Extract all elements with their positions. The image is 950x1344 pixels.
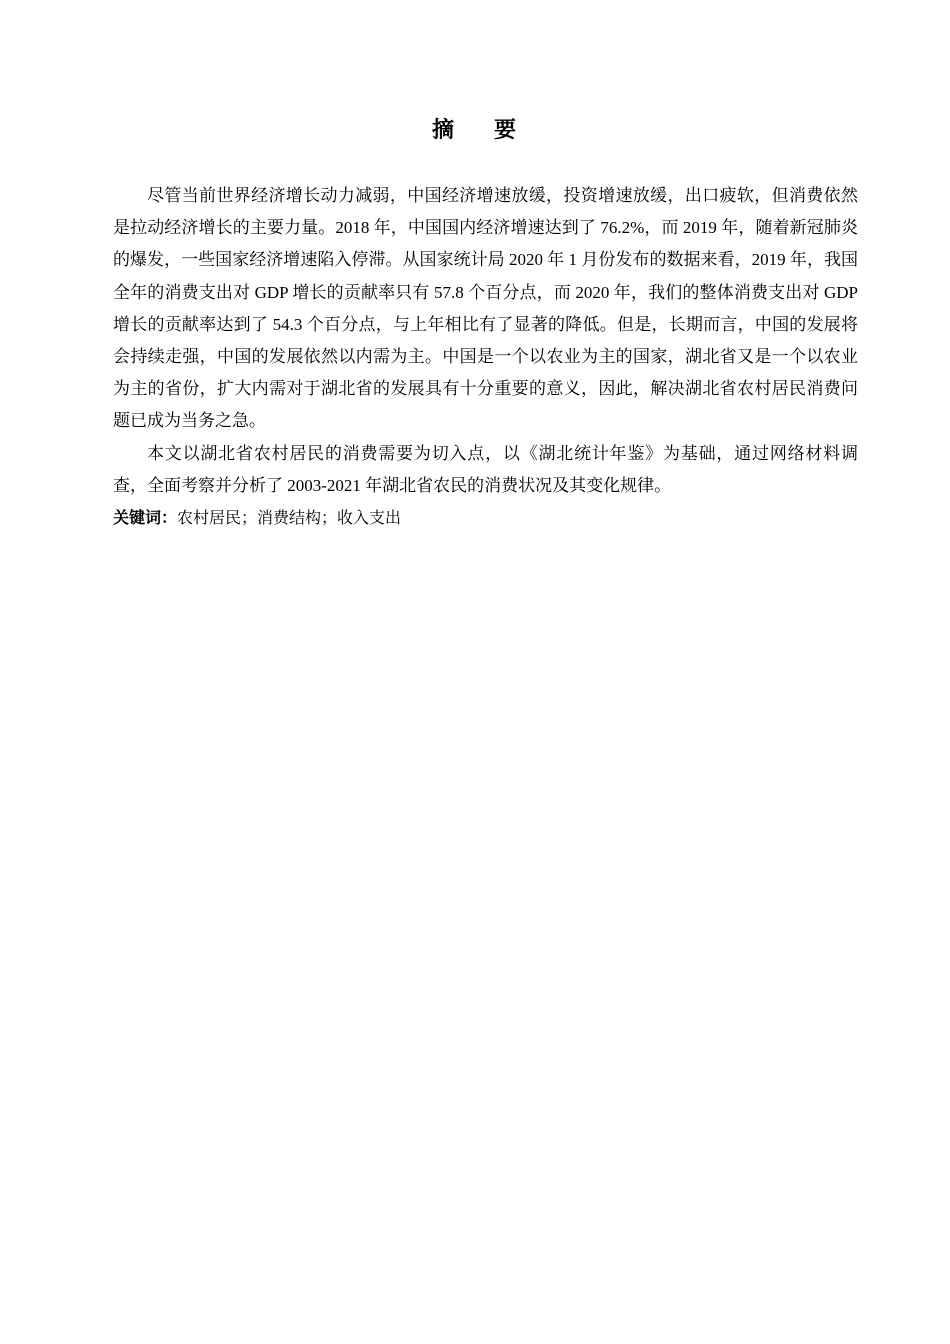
abstract-body xyxy=(113,180,858,534)
keywords-line xyxy=(113,502,858,534)
abstract-title-right: 要 xyxy=(494,118,519,143)
abstract-title-left: 摘 xyxy=(431,118,456,143)
abstract-paragraph-2: 本文以湖北省农村居民的消费需要为切入点，以《湖北统计年鉴》为基础，通过网络材料调查，全面考察并分析了 2003-2021 年湖北省农民的消费状况及其变化规律。 xyxy=(113,443,858,495)
abstract-title xyxy=(0,114,950,148)
keywords-text: 农村居民；消费结构；收入支出 xyxy=(177,508,402,528)
keywords-label: 关键词： xyxy=(113,508,178,528)
abstract-paragraph-1: 尽管当前世界经济增长动力减弱，中国经济增速放缓，投资增速放缓，出口疲软，但消费依然是拉动经济增长的主要力量。2018 年，中国国内经济增速达到了 76.2%，而 2019 年，随着新冠肺炎的爆发，一些国家经济增速陷入停滞。从国家统计局 2020 年 1 月份发布的数据来看，2019 年，我国全年的消费支出对 GDP 增长的贡献率只有 57.8 个百分点，而 2020 年，我们的整体消费支出对 GDP 增长的贡献率达到了 54.3 个百分点，与上年相比有了显著的降低。但是，长期而言，中国的发展将会持续走强，中国的发展依然以内需为主。中国是一个以农业为主的国家，湖北省又是一个以农业为主的省份，扩大内需对于湖北省的发展具有十分重要的意义，因此，解决湖北省农村居民消费问题已成为当务之急。 xyxy=(113,186,858,431)
